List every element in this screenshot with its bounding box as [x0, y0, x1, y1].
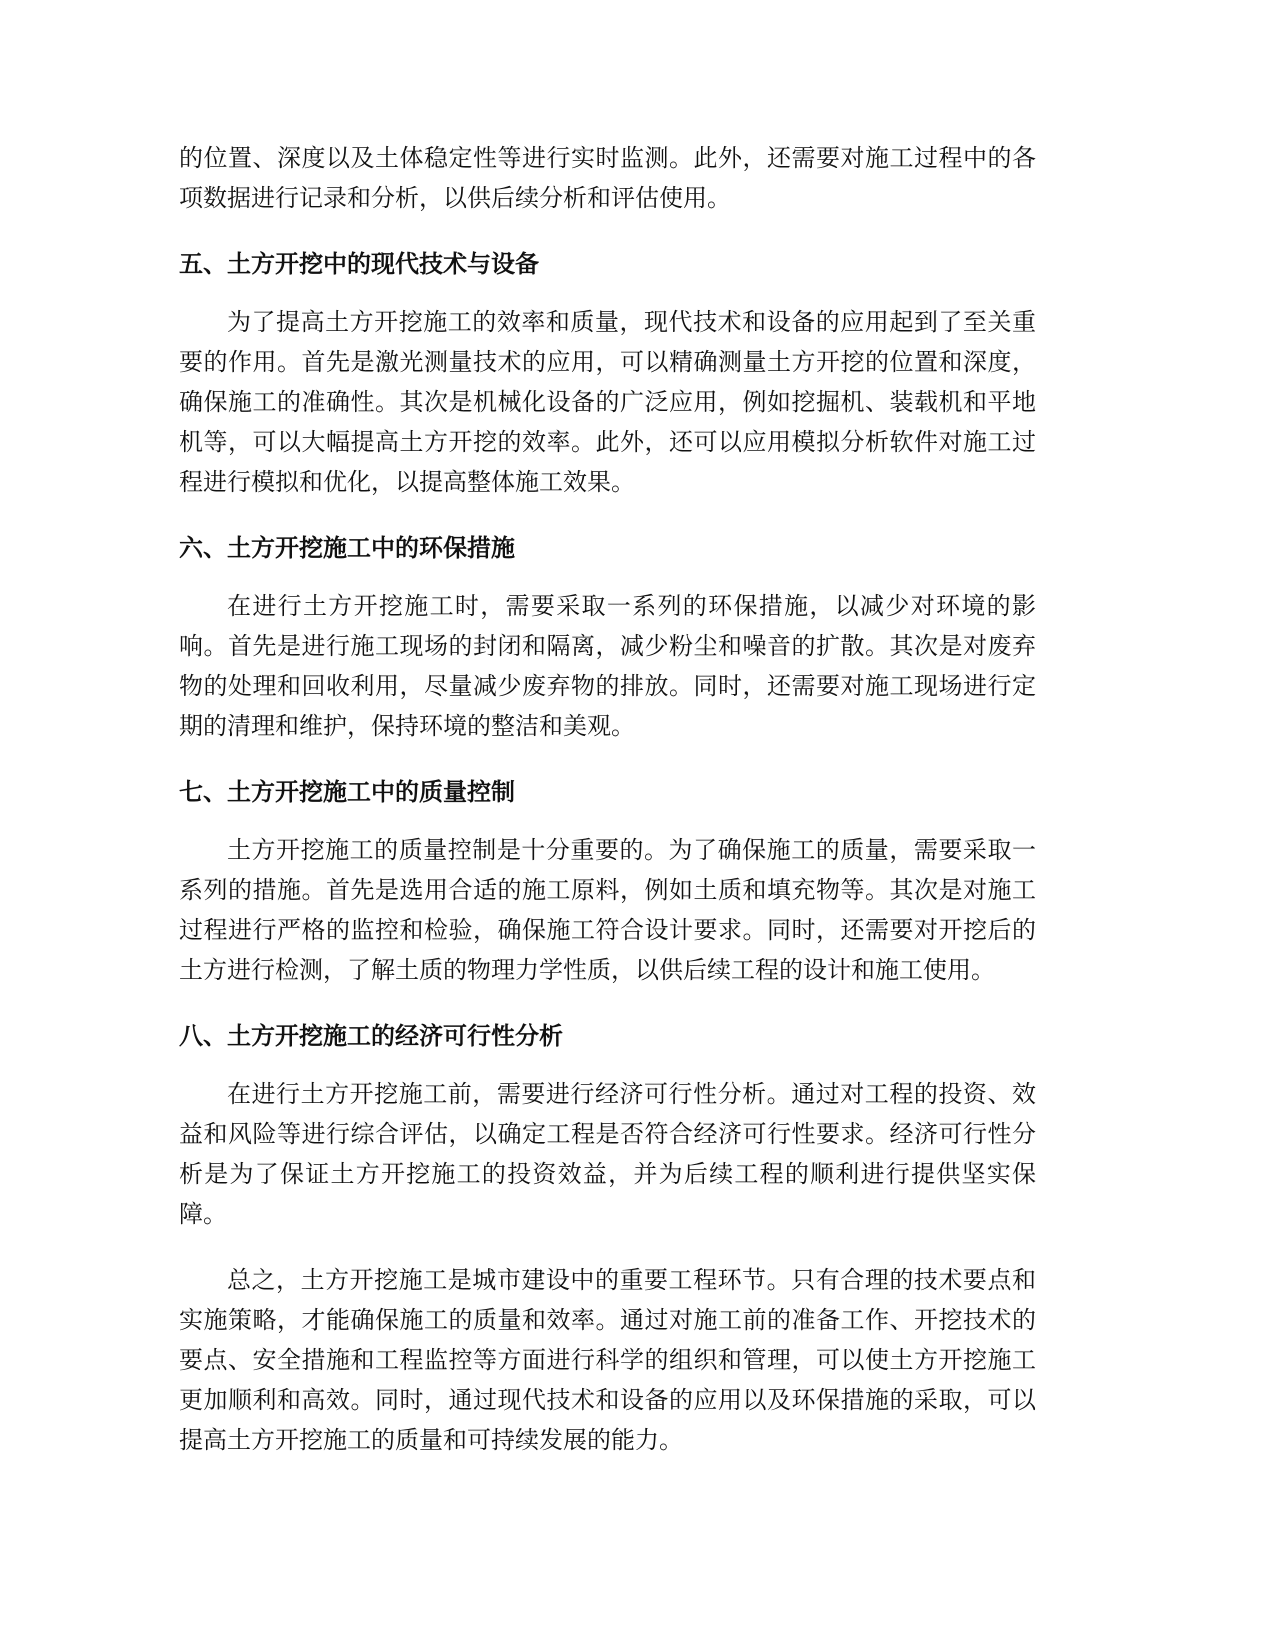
section-heading: 五、土方开挖中的现代技术与设备 — [179, 250, 539, 278]
section-heading: 七、土方开挖施工中的质量控制 — [179, 778, 515, 806]
section-paragraph: 在进行土方开挖施工时，需要采取一系列的环保措施，以减少对环境的影响。首先是进行施工现场的封闭和隔离，减少粉尘和噪音的扩散。其次是对废弃物的处理和回收利用，尽量减少废弃物的排放。同时，还需要对施工现场进行定期的清理和维护，保持环境的整洁和美观。 — [179, 592, 1036, 740]
section-modern-technology — [179, 244, 1036, 502]
section-heading: 八、土方开挖施工的经济可行性分析 — [179, 1022, 563, 1050]
section-paragraph: 为了提高土方开挖施工的效率和质量，现代技术和设备的应用起到了至关重要的作用。首先是激光测量技术的应用，可以精确测量土方开挖的位置和深度，确保施工的准确性。其次是机械化设备的广泛应用，例如挖掘机、装载机和平地机等，可以大幅提高土方开挖的效率。此外，还可以应用模拟分析软件对施工过程进行模拟和优化，以提高整体施工效果。 — [179, 308, 1036, 496]
section-economic-feasibility — [179, 1016, 1036, 1234]
continued-paragraph: 的位置、深度以及土体稳定性等进行实时监测。此外，还需要对施工过程中的各项数据进行记录和分析，以供后续分析和评估使用。 — [179, 144, 1036, 212]
section-environmental-measures — [179, 528, 1036, 746]
document-page — [179, 138, 1036, 1486]
section-heading: 六、土方开挖施工中的环保措施 — [179, 534, 515, 562]
section-paragraph: 在进行土方开挖施工前，需要进行经济可行性分析。通过对工程的投资、效益和风险等进行综合评估，以确定工程是否符合经济可行性要求。经济可行性分析是为了保证土方开挖施工的投资效益，并为后续工程的顺利进行提供坚实保障。 — [179, 1080, 1036, 1228]
section-paragraph: 土方开挖施工的质量控制是十分重要的。为了确保施工的质量，需要采取一系列的措施。首先是选用合适的施工原料，例如土质和填充物等。其次是对施工过程进行严格的监控和检验，确保施工符合设计要求。同时，还需要对开挖后的土方进行检测，了解土质的物理力学性质，以供后续工程的设计和施工使用。 — [179, 836, 1036, 984]
section-quality-control — [179, 772, 1036, 990]
conclusion-paragraph: 总之，土方开挖施工是城市建设中的重要工程环节。只有合理的技术要点和实施策略，才能确保施工的质量和效率。通过对施工前的准备工作、开挖技术的要点、安全措施和工程监控等方面进行科学的组织和管理，可以使土方开挖施工更加顺利和高效。同时，通过现代技术和设备的应用以及环保措施的采取，可以提高土方开挖施工的质量和可持续发展的能力。 — [179, 1266, 1036, 1454]
